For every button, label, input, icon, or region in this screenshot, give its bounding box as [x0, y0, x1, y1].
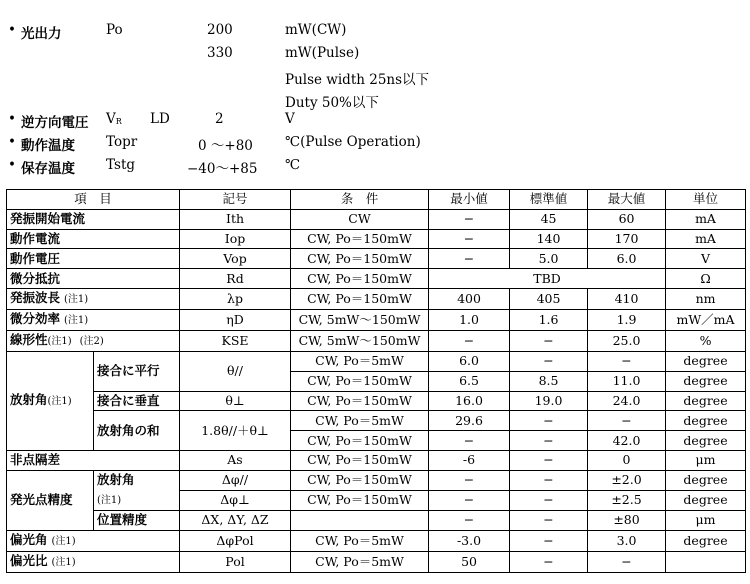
- note-label: (注1): [47, 395, 72, 407]
- bullet: •: [8, 134, 16, 150]
- rating-value: 2: [215, 111, 224, 127]
- max-cell: −: [588, 411, 666, 431]
- item-cell: [7, 330, 180, 351]
- table-row: [7, 470, 746, 490]
- rating-unit: Duty 50%以下: [285, 95, 379, 111]
- typ-cell: −: [510, 470, 588, 490]
- subitem-cell: 放射角の和: [94, 411, 180, 451]
- condition-cell: CW, Po＝5mW: [291, 351, 429, 371]
- note-label-2: (注2): [79, 335, 104, 347]
- rating-unit: ℃: [285, 157, 301, 173]
- symbol-cell: θ//: [180, 351, 291, 391]
- table-row: [7, 249, 746, 269]
- table-row: [7, 551, 746, 572]
- rating-symbol: VR: [106, 111, 122, 127]
- condition-cell: [291, 511, 429, 531]
- rating-symbol: Tstg: [106, 157, 136, 173]
- condition-cell: CW, 5mW～150mW: [291, 330, 429, 351]
- rating-value: 330: [207, 45, 233, 61]
- note-label: (注1): [97, 495, 122, 507]
- item-cell: 発振開始電流: [7, 209, 180, 229]
- subitem-cell: 接合に垂直: [94, 391, 180, 411]
- table-row: [7, 229, 746, 249]
- unit-cell: degree: [666, 431, 746, 451]
- symbol-cell: KSE: [180, 330, 291, 351]
- rating-value: 200: [207, 22, 233, 38]
- absolute-ratings: [0, 0, 750, 185]
- rating-name: 逆方向電圧: [21, 115, 89, 131]
- unit-cell: μm: [666, 511, 746, 531]
- symbol-cell: Pol: [180, 551, 291, 572]
- max-cell: 1.9: [588, 309, 666, 330]
- typ-cell: 8.5: [510, 371, 588, 391]
- item-label: 偏光比: [10, 552, 48, 568]
- symbol-cell: 1.8θ//＋θ⊥: [180, 411, 291, 451]
- max-cell: ±2.0: [588, 470, 666, 490]
- rating-symbol-2: LD: [150, 111, 170, 127]
- min-cell: 16.0: [429, 391, 510, 411]
- table-header-row: [7, 190, 746, 210]
- note-label: (注1): [47, 335, 72, 347]
- table-row: [7, 450, 746, 470]
- symbol-cell: Ith: [180, 209, 291, 229]
- unit-cell: μm: [666, 450, 746, 470]
- table-row: [7, 391, 746, 411]
- typ-cell: −: [510, 490, 588, 511]
- rating-unit: V: [285, 111, 295, 127]
- unit-cell: mW／mA: [666, 309, 746, 330]
- rating-unit: mW(Pulse): [285, 45, 360, 61]
- symbol-cell: As: [180, 450, 291, 470]
- min-cell: −: [429, 229, 510, 249]
- condition-cell: CW, Po＝150mW: [291, 431, 429, 451]
- condition-cell: CW, Po＝150mW: [291, 249, 429, 269]
- unit-cell: Ω: [666, 269, 746, 289]
- rating-unit: mW(CW): [285, 22, 347, 38]
- condition-cell: CW, 5mW～150mW: [291, 309, 429, 330]
- typ-cell: −: [510, 351, 588, 371]
- symbol-cell: θ⊥: [180, 391, 291, 411]
- max-cell: 42.0: [588, 431, 666, 451]
- condition-cell: CW, Po＝150mW: [291, 269, 429, 289]
- condition-cell: CW, Po＝150mW: [291, 470, 429, 490]
- group-label: 放射角: [10, 391, 48, 407]
- item-cell: [7, 288, 180, 309]
- max-cell: 3.0: [588, 530, 666, 551]
- min-cell: 50: [429, 551, 510, 572]
- min-cell: -3.0: [429, 530, 510, 551]
- note-label: (注1): [64, 314, 89, 326]
- max-cell: ±2.5: [588, 490, 666, 511]
- unit-cell: degree: [666, 391, 746, 411]
- unit-cell: degree: [666, 411, 746, 431]
- item-cell: 微分抵抗: [7, 269, 180, 289]
- typ-cell: 405: [510, 288, 588, 309]
- rating-unit: ℃(Pulse Operation): [285, 134, 421, 150]
- note-label: (注1): [51, 556, 76, 568]
- item-cell: [7, 530, 180, 551]
- max-cell: 11.0: [588, 371, 666, 391]
- unit-cell: nm: [666, 288, 746, 309]
- header-symbol: 記号: [180, 190, 291, 210]
- symbol-cell: Δφ⊥: [180, 490, 291, 511]
- table-row: [7, 288, 746, 309]
- unit-cell: mA: [666, 209, 746, 229]
- unit-cell: degree: [666, 490, 746, 511]
- item-label: 偏光角: [10, 531, 48, 547]
- typ-cell: −: [510, 431, 588, 451]
- condition-cell: CW, Po＝5mW: [291, 530, 429, 551]
- table-row: [7, 209, 746, 229]
- max-cell: 60: [588, 209, 666, 229]
- min-cell: -6: [429, 450, 510, 470]
- item-label: 微分効率: [10, 310, 61, 326]
- table-row: [7, 269, 746, 289]
- item-cell: [7, 309, 180, 330]
- table-row: [7, 309, 746, 330]
- min-cell: 6.0: [429, 351, 510, 371]
- rating-value: −40～+85: [187, 161, 258, 177]
- rating-symbol: Po: [106, 22, 123, 38]
- symbol-cell: Δφ//: [180, 470, 291, 490]
- condition-cell: CW, Po＝150mW: [291, 490, 429, 511]
- unit-cell: degree: [666, 351, 746, 371]
- bullet: •: [8, 157, 16, 173]
- condition-cell: CW, Po＝5mW: [291, 551, 429, 572]
- condition-cell: CW: [291, 209, 429, 229]
- max-cell: −: [588, 551, 666, 572]
- header-typ: 標準値: [510, 190, 588, 210]
- typ-cell: 1.6: [510, 309, 588, 330]
- min-cell: −: [429, 490, 510, 511]
- max-cell: 6.0: [588, 249, 666, 269]
- unit-cell: degree: [666, 470, 746, 490]
- typ-cell: 5.0: [510, 249, 588, 269]
- item-cell: 動作電圧: [7, 249, 180, 269]
- header-min: 最小値: [429, 190, 510, 210]
- typ-cell: −: [510, 411, 588, 431]
- table-row: [7, 511, 746, 531]
- table-row: [7, 351, 746, 371]
- item-cell: [7, 551, 180, 572]
- min-cell: −: [429, 511, 510, 531]
- header-max: 最大値: [588, 190, 666, 210]
- note-label: (注1): [64, 293, 89, 305]
- typ-cell: −: [510, 530, 588, 551]
- table-row: [7, 490, 746, 511]
- header-condition: 条 件: [291, 190, 429, 210]
- typ-cell: −: [510, 450, 588, 470]
- header-unit: 単位: [666, 190, 746, 210]
- symbol-cell: Iop: [180, 229, 291, 249]
- min-cell: −: [429, 470, 510, 490]
- condition-cell: CW, Po＝5mW: [291, 411, 429, 431]
- min-cell: −: [429, 249, 510, 269]
- symbol-cell: ΔX, ΔY, ΔZ: [180, 511, 291, 531]
- rating-name: 動作温度: [21, 138, 75, 154]
- bullet: •: [8, 111, 16, 127]
- symbol-cell: ΔφPol: [180, 530, 291, 551]
- min-cell: 29.6: [429, 411, 510, 431]
- min-cell: 1.0: [429, 309, 510, 330]
- rating-name: 保存温度: [21, 161, 75, 177]
- typ-cell: −: [510, 330, 588, 351]
- unit-cell: V: [666, 249, 746, 269]
- typ-cell: −: [510, 511, 588, 531]
- unit-cell: %: [666, 330, 746, 351]
- max-cell: 25.0: [588, 330, 666, 351]
- table-row: [7, 330, 746, 351]
- subitem-cell: 放射角: [94, 470, 180, 490]
- typ-cell: 140: [510, 229, 588, 249]
- unit-cell: degree: [666, 530, 746, 551]
- item-cell: 動作電流: [7, 229, 180, 249]
- min-cell: −: [429, 431, 510, 451]
- rating-symbol: Topr: [106, 134, 138, 150]
- min-cell: 6.5: [429, 371, 510, 391]
- condition-cell: CW, Po＝150mW: [291, 371, 429, 391]
- condition-cell: CW, Po＝150mW: [291, 391, 429, 411]
- max-cell: 24.0: [588, 391, 666, 411]
- symbol-cell: λp: [180, 288, 291, 309]
- typ-cell: −: [510, 551, 588, 572]
- group-cell: [7, 351, 94, 450]
- typ-cell: 45: [510, 209, 588, 229]
- max-cell: 0: [588, 450, 666, 470]
- typ-span-cell: TBD: [429, 269, 666, 289]
- item-cell: 非点隔差: [7, 450, 180, 470]
- note-label: (注1): [51, 535, 76, 547]
- condition-cell: CW, Po＝150mW: [291, 288, 429, 309]
- unit-cell: degree: [666, 371, 746, 391]
- symbol-cell: ηD: [180, 309, 291, 330]
- min-cell: −: [429, 330, 510, 351]
- unit-cell: mA: [666, 229, 746, 249]
- min-cell: −: [429, 209, 510, 229]
- max-cell: ±80: [588, 511, 666, 531]
- subitem-cell: 接合に平行: [94, 351, 180, 391]
- bullet: •: [8, 22, 16, 38]
- table-row: [7, 411, 746, 431]
- unit-cell: [666, 551, 746, 572]
- header-item: 項 目: [7, 190, 180, 210]
- subitem-cell: 位置精度: [94, 511, 180, 531]
- electro-optical-characteristics-table: [6, 189, 746, 573]
- symbol-cell: Rd: [180, 269, 291, 289]
- subitem-note-cell: [94, 490, 180, 511]
- condition-cell: CW, Po＝150mW: [291, 229, 429, 249]
- max-cell: 410: [588, 288, 666, 309]
- rating-unit: Pulse width 25ns以下: [285, 72, 430, 88]
- condition-cell: CW, Po＝150mW: [291, 450, 429, 470]
- max-cell: 170: [588, 229, 666, 249]
- rating-value: 0 ～+80: [198, 138, 253, 154]
- table-row: [7, 530, 746, 551]
- typ-cell: 19.0: [510, 391, 588, 411]
- group-cell: 発光点精度: [7, 470, 94, 530]
- item-label: 線形性: [10, 331, 48, 347]
- item-label: 発振波長: [10, 289, 61, 305]
- max-cell: −: [588, 351, 666, 371]
- min-cell: 400: [429, 288, 510, 309]
- rating-name: 光出力: [21, 26, 62, 42]
- symbol-cell: Vop: [180, 249, 291, 269]
